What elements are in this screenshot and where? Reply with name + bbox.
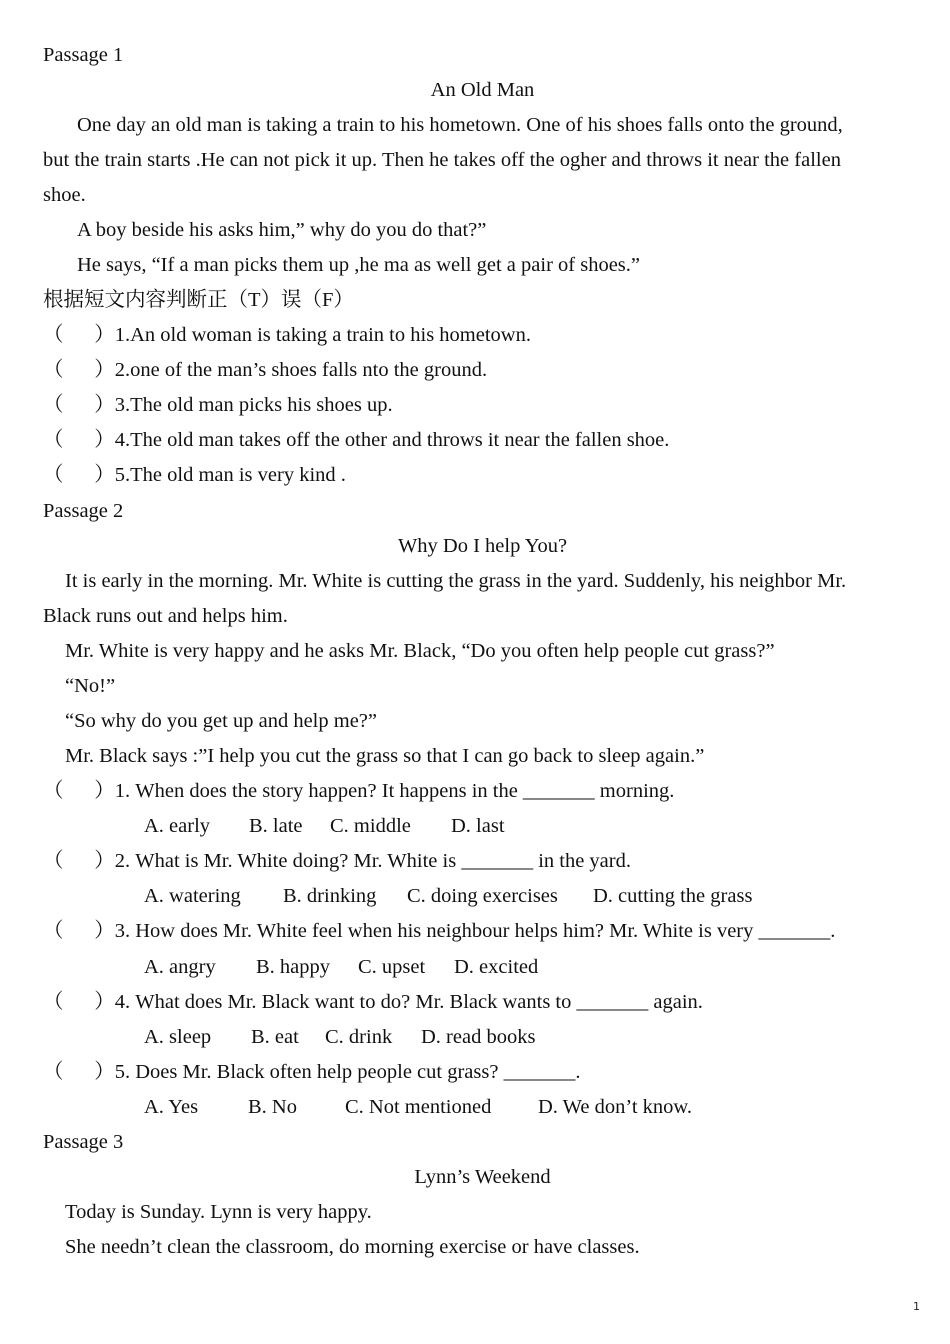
passage-2-label: Passage 2 [43,500,124,522]
passage-2-line-4: “No!” [65,675,116,697]
passage-1-line-2: but the train starts .He can not pick it up. Then he takes off the ogher and throws it near the fallen [43,149,841,171]
passage-2-line-3: Mr. White is very happy and he asks Mr. Black, “Do you often help people cut grass?” [65,640,775,662]
q5-option-d: D. We don’t know. [538,1096,692,1118]
passage-3-line-1: Today is Sunday. Lynn is very happy. [65,1201,372,1223]
passage-1-line-5: He says, “If a man picks them up ,he ma as well get a pair of shoes.” [77,254,640,276]
q3-option-c: C. upset [358,956,426,978]
passage-2-title: Why Do I help You? [397,535,568,557]
q2-option-c: C. doing exercises [407,885,558,907]
passage-2-line-2: Black runs out and helps him. [43,605,288,627]
passage-1-item-1: （ ）1.An old woman is taking a train to his hometown. [43,324,531,346]
question-5: （ ）5. Does Mr. Black often help people cut grass? _______. [43,1061,581,1083]
passage-3-title: Lynn’s Weekend [414,1166,551,1188]
passage-1-label: Passage 1 [43,44,124,66]
q5-option-c: C. Not mentioned [345,1096,492,1118]
q1-option-b: B. late [249,815,303,837]
q3-option-d: D. excited [454,956,539,978]
passage-1-item-3: （ ）3.The old man picks his shoes up. [43,394,393,416]
passage-1-line-4: A boy beside his asks him,” why do you do that?” [77,219,487,241]
passage-1-title: An Old Man [430,79,535,101]
q3-option-b: B. happy [256,956,331,978]
passage-1-item-5: （ ）5.The old man is very kind . [43,464,346,486]
passage-2-line-6: Mr. Black says :”I help you cut the grass so that I can go back to sleep again.” [65,745,705,767]
passage-3-line-2: She needn’t clean the classroom, do morning exercise or have classes. [65,1236,640,1258]
q5-option-a: A. Yes [144,1096,199,1118]
q4-option-d: D. read books [421,1026,536,1048]
q2-option-b: B. drinking [283,885,377,907]
passage-1-instruction: 根据短文内容判断正（T）误（F） [43,289,354,311]
passage-1-item-2: （ ）2.one of the man’s shoes falls nto the ground. [43,359,488,381]
passage-1-line-1: One day an old man is taking a train to his hometown. One of his shoes falls onto the ground, [77,114,843,136]
q4-option-c: C. drink [325,1026,393,1048]
q5-option-b: B. No [248,1096,297,1118]
question-4: （ ）4. What does Mr. Black want to do? Mr. Black wants to _______ again. [43,991,703,1013]
passage-1-line-3: shoe. [43,184,86,206]
q2-option-d: D. cutting the grass [593,885,753,907]
page-number: 1 [913,1300,920,1313]
q4-option-b: B. eat [251,1026,299,1048]
question-3: （ ）3. How does Mr. White feel when his neighbour helps him? Mr. White is very _______. [43,920,836,942]
q1-option-c: C. middle [330,815,411,837]
passage-1-item-4: （ ）4.The old man takes off the other and throws it near the fallen shoe. [43,429,670,451]
question-1: （ ）1. When does the story happen? It happens in the _______ morning. [43,780,675,802]
q1-option-a: A. early [144,815,211,837]
q3-option-a: A. angry [144,956,216,978]
passage-3-label: Passage 3 [43,1131,124,1153]
passage-2-line-5: “So why do you get up and help me?” [65,710,377,732]
q1-option-d: D. last [451,815,505,837]
q4-option-a: A. sleep [144,1026,212,1048]
q2-option-a: A. watering [144,885,241,907]
question-2: （ ）2. What is Mr. White doing? Mr. White is _______ in the yard. [43,850,631,872]
passage-2-line-1: It is early in the morning. Mr. White is cutting the grass in the yard. Suddenly, his neighbor Mr. [65,570,847,592]
